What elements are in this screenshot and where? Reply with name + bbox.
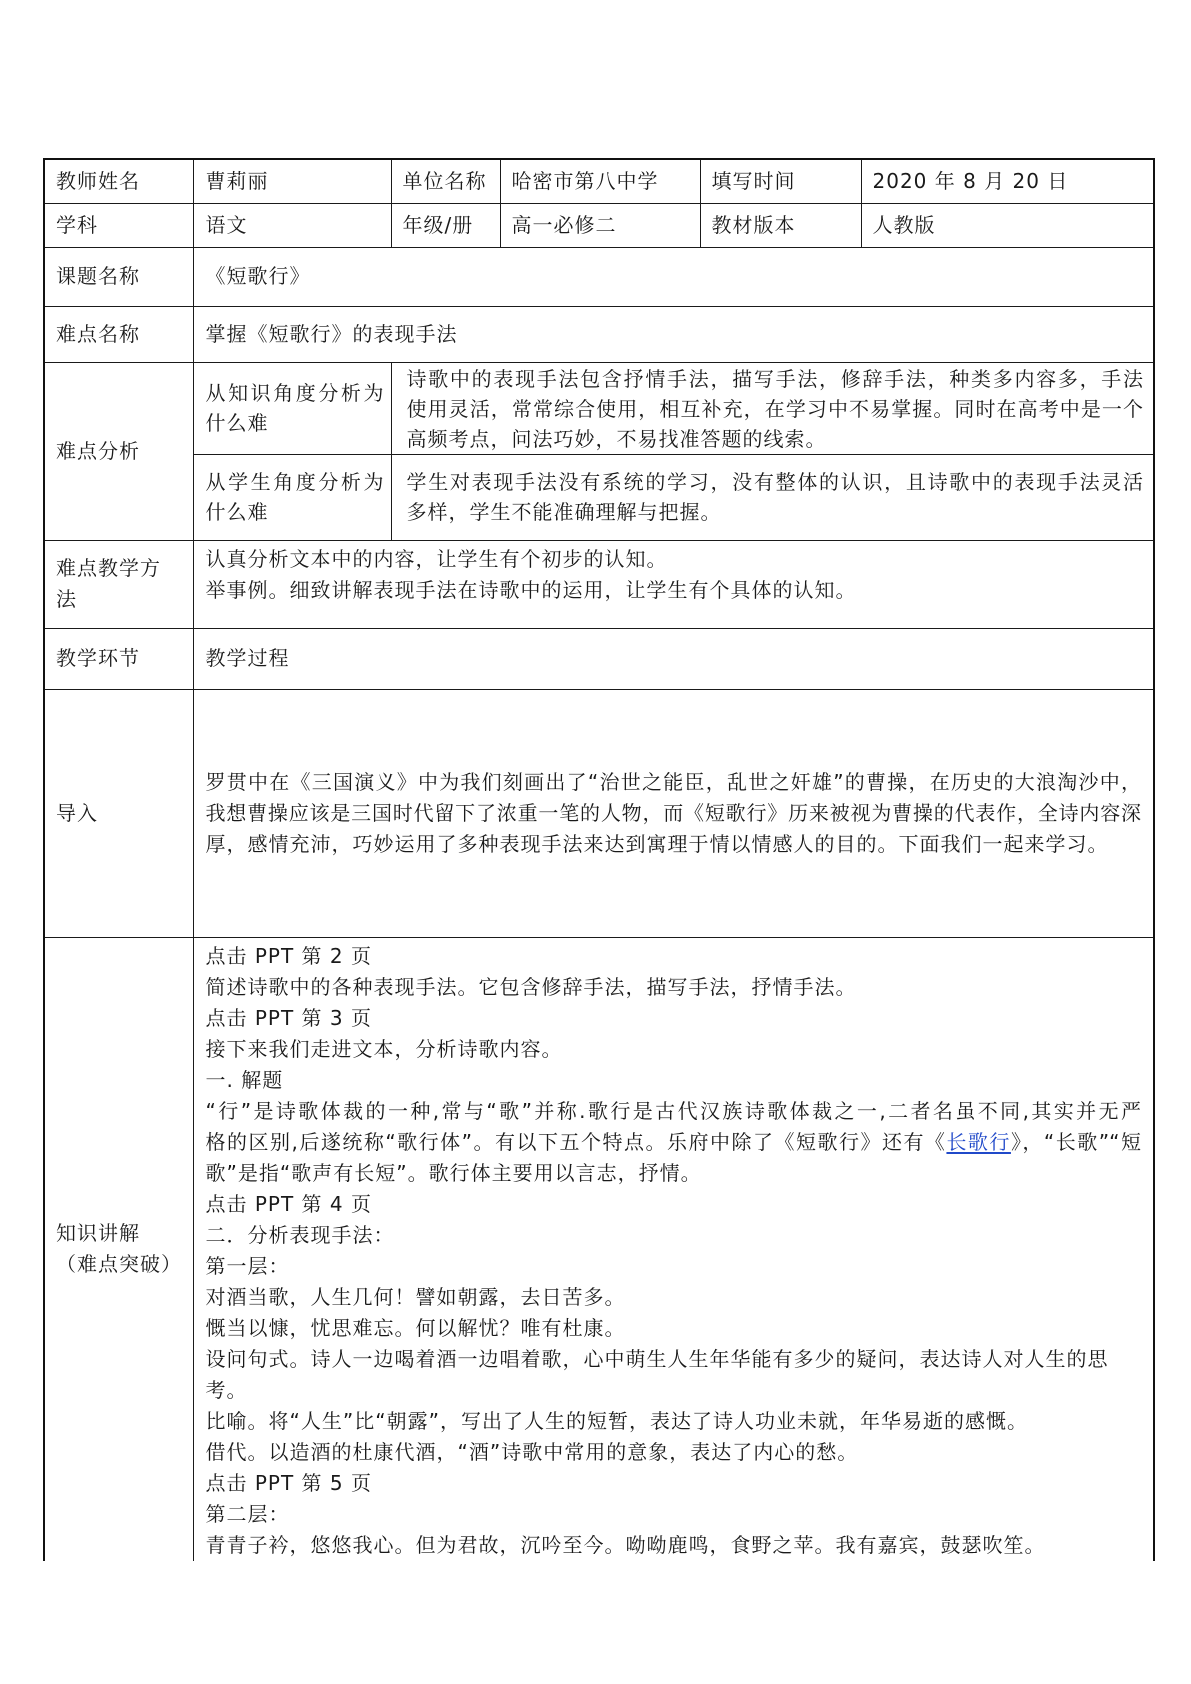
edition-value: 人教版 — [861, 203, 1154, 247]
unit-value: 哈密市第八中学 — [500, 159, 700, 203]
lecture-line: 对酒当歌，人生几何！譬如朝露，去日苦多。 — [205, 1284, 626, 1309]
lecture-label-line: （难点突破） — [56, 1252, 182, 1276]
lecture-line: 一. 解题 — [205, 1067, 284, 1092]
topic-value: 《短歌行》 — [193, 247, 1154, 306]
lecture-line: 二．分析表现手法： — [205, 1222, 395, 1247]
date-value: 2020 年 8 月 20 日 — [861, 159, 1154, 203]
method-line: 举事例。细致讲解表现手法在诗歌中的运用，让学生有个具体的认知。 — [205, 577, 857, 602]
table-row — [44, 540, 1154, 628]
lecture-line: 点击 PPT 第 3 页 — [205, 1005, 372, 1030]
student-angle-label — [193, 454, 391, 540]
lesson-plan-table — [43, 158, 1155, 1561]
subject-value: 语文 — [193, 203, 391, 247]
intro-line: 厚，感情充沛，巧妙运用了多种表现手法来达到寓理于情以情感人的目的。下面我们一起来学习。 — [205, 831, 1109, 856]
lecture-line: “行”是诗歌体裁的一种,常与“歌”并称.歌行是古代汉族诗歌体裁之一,二者名虽不同,其实并无严 — [205, 1098, 1141, 1123]
edition-label: 教材版本 — [700, 203, 861, 247]
process-label: 教学环节 — [44, 628, 193, 689]
knowledge-angle-label-line: 什么难 — [205, 411, 269, 435]
student-angle-text — [391, 454, 1154, 540]
table-row — [44, 628, 1154, 689]
table-row — [44, 203, 1154, 247]
grade-label: 年级/册 — [391, 203, 500, 247]
intro-text — [193, 689, 1154, 937]
lecture-line: 点击 PPT 第 4 页 — [205, 1191, 372, 1216]
lecture-link-line-before: 格的区别,后遂统称“歌行体”。有以下五个特点。乐府中除了《短歌行》还有《 — [205, 1129, 947, 1154]
lecture-line: 点击 PPT 第 5 页 — [205, 1470, 372, 1495]
lecture-line: 第二层： — [205, 1501, 290, 1526]
intro-label: 导入 — [44, 689, 193, 937]
lecture-link-line — [206, 1127, 1142, 1158]
knowledge-angle-label — [193, 362, 391, 454]
lecture-line: 歌”是指“歌声有长短”。歌行体主要用以言志，抒情。 — [205, 1160, 702, 1185]
unit-label: 单位名称 — [391, 159, 500, 203]
method-label: 难点教学方法 — [44, 540, 193, 628]
teacher-name-value: 曹莉丽 — [193, 159, 391, 203]
lecture-text — [193, 937, 1154, 1561]
lecture-line: 借代。以造酒的杜康代酒，“酒”诗歌中常用的意象，表达了内心的愁。 — [205, 1439, 859, 1464]
lecture-line: 第一层： — [205, 1253, 290, 1278]
knowledge-angle-text — [391, 362, 1154, 454]
table-row — [44, 362, 1154, 454]
lecture-line: 青青子衿，悠悠我心。但为君故，沉吟至今。呦呦鹿鸣，食野之苹。我有嘉宾，鼓瑟吹笙。 — [205, 1532, 1046, 1557]
intro-line: 我想曹操应该是三国时代留下了浓重一笔的人物，而《短歌行》历来被视为曹操的代表作，全诗内容深 — [205, 800, 1141, 825]
student-angle-label-line: 从学生角度分析为 — [205, 470, 384, 494]
lecture-line: 点击 PPT 第 2 页 — [205, 943, 372, 968]
table-row — [44, 454, 1154, 540]
lecture-label — [44, 937, 193, 1561]
chang-ge-xing-link[interactable]: 长歌行 — [946, 1129, 1011, 1154]
process-value: 教学过程 — [193, 628, 1154, 689]
table-row — [44, 306, 1154, 362]
lecture-line: 设问句式。诗人一边喝着酒一边唱着歌，心中萌生人生年华能有多少的疑问，表达诗人对人生的思考。 — [205, 1346, 1109, 1402]
lecture-line: 慨当以慷，忧思难忘。何以解忧？唯有杜康。 — [205, 1315, 626, 1340]
table-row — [44, 159, 1154, 203]
knowledge-angle-line: 诗歌中的表现手法包含抒情手法，描写手法，修辞手法，种类多内容多，手法 — [406, 366, 1143, 391]
lecture-line: 比喻。将“人生”比“朝露”，写出了人生的短暂，表达了诗人功业未就，年华易逝的感慨。 — [205, 1408, 1028, 1433]
table-row — [44, 689, 1154, 937]
table-row — [44, 937, 1154, 1561]
lecture-line: 简述诗歌中的各种表现手法。它包含修辞手法，描写手法，抒情手法。 — [205, 974, 857, 999]
lecture-label-line: 知识讲解 — [56, 1221, 140, 1245]
knowledge-angle-line: 高频考点，问法巧妙，不易找准答题的线索。 — [406, 426, 827, 451]
student-angle-label-line: 什么难 — [205, 500, 269, 524]
knowledge-angle-line: 使用灵活，常常综合使用，相互补充，在学习中不易掌握。同时在高考中是一个 — [406, 396, 1143, 421]
date-label: 填写时间 — [700, 159, 861, 203]
student-angle-line: 学生对表现手法没有系统的学习，没有整体的认识，且诗歌中的表现手法灵活 — [406, 470, 1143, 494]
lecture-link-line-after: 》，“长歌”“短 — [1010, 1129, 1141, 1154]
method-line: 认真分析文本中的内容，让学生有个初步的认知。 — [205, 546, 668, 571]
table-row — [44, 247, 1154, 306]
subject-label: 学科 — [44, 203, 193, 247]
intro-line: 罗贯中在《三国演义》中为我们刻画出了“治世之能臣，乱世之奸雄”的曹操，在历史的大浪淘沙中， — [205, 769, 1141, 794]
analysis-label: 难点分析 — [44, 362, 193, 540]
difficulty-value: 掌握《短歌行》的表现手法 — [193, 306, 1154, 362]
lecture-line: 接下来我们走进文本，分析诗歌内容。 — [205, 1036, 563, 1061]
method-text — [193, 540, 1154, 628]
teacher-name-label: 教师姓名 — [44, 159, 193, 203]
difficulty-label: 难点名称 — [44, 306, 193, 362]
topic-label: 课题名称 — [44, 247, 193, 306]
knowledge-angle-label-line: 从知识角度分析为 — [205, 381, 384, 405]
grade-value: 高一必修二 — [500, 203, 700, 247]
student-angle-line: 多样，学生不能准确理解与把握。 — [406, 500, 722, 524]
